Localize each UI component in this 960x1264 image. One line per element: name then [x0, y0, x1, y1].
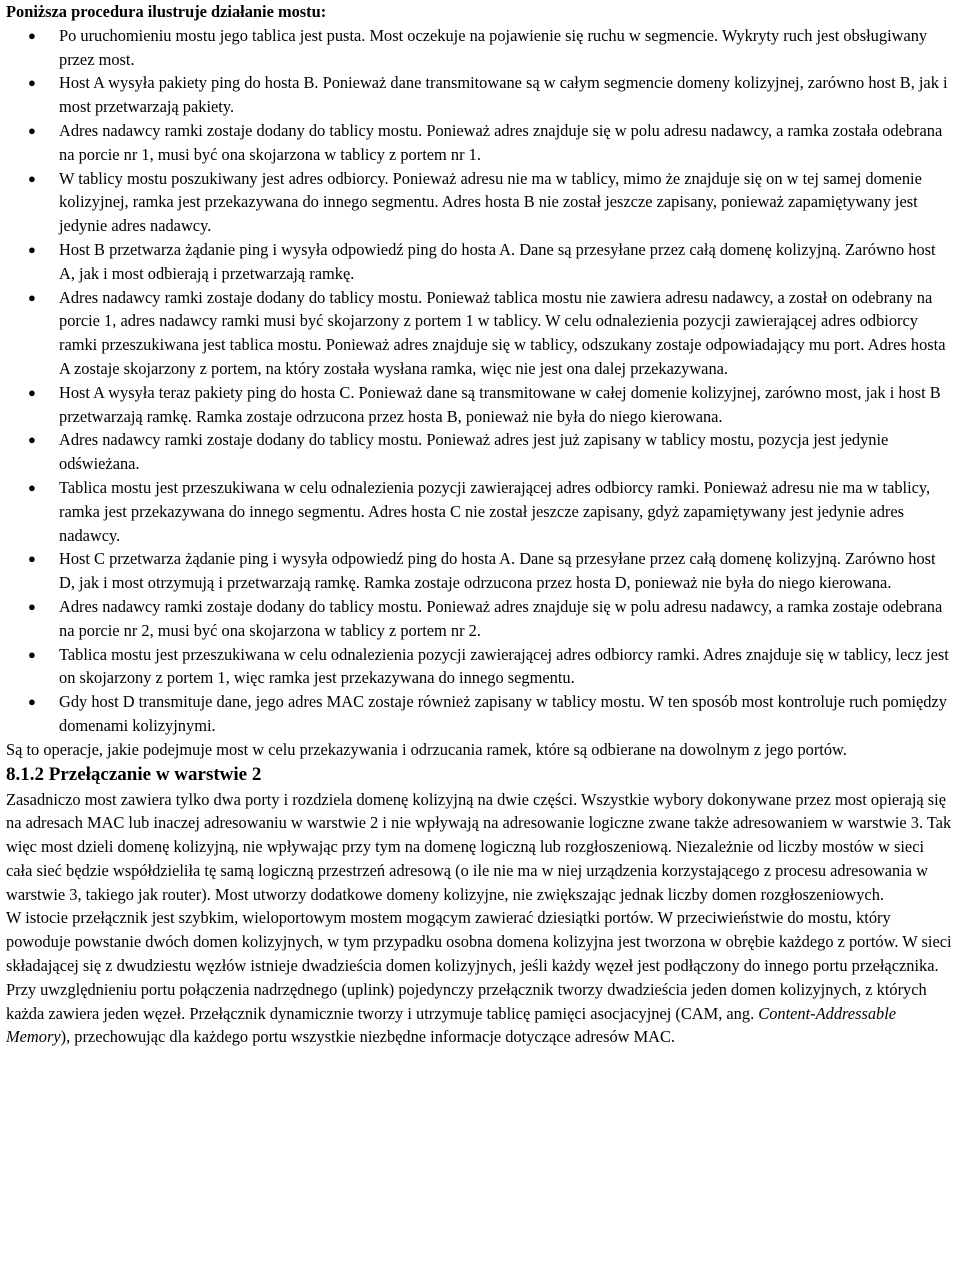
bullet-icon: ●	[28, 694, 36, 710]
step-text: Adres nadawcy ramki zostaje dodany do tablicy mostu. Ponieważ adres znajduje się w polu adresu nadawcy, a ramka została odebrana na porcie nr 1, musi być ona skojarzona w tablicy z portem nr 1.	[59, 120, 943, 164]
bullet-icon: ●	[28, 646, 36, 662]
bullet-icon: ●	[28, 170, 36, 186]
step-text: Tablica mostu jest przeszukiwana w celu odnalezienia pozycji zawierającej adres odbiorcy ramki. Adres znajduje się w tablicy, lecz jest on skojarzony z portem 1, więc ramka jest przekazywana do innego segmentu.	[59, 644, 949, 688]
list-item	[28, 428, 954, 476]
paragraph-2-text-start: W istocie przełącznik jest szybkim, wieloportowym mostem mogącym zawierać dziesiątki portów. W przeciwieństwie do mostu, który powoduje powstanie dwóch domen kolizyjnych, w tym przypadku osobna domena kolizyjna jest tworzona w obrębie każdego z portów. W sieci składającej się z dwudziestu węzłów istnieje dwadzieścia domen kolizyjnych, jeśli każdy węzeł jest podłączony do innego portu przełącznika. Przy uwzględnieniu portu połączenia nadrzędnego (uplink) pojedynczy przełącznik tworzy dwadzieścia jeden domen kolizyjnych, z których każda zawiera jeden węzeł. Przełącznik dynamicznie tworzy i utrzymuje tablicę pamięci asocjacyjnej (CAM, ang.	[6, 908, 952, 1023]
step-text: Host B przetwarza żądanie ping i wysyła odpowiedź ping do hosta A. Dane są przesyłane przez całą domenę kolizyjną. Zarówno host A, jak i most odbierają i przetwarzają ramkę.	[59, 239, 936, 283]
bullet-icon: ●	[28, 551, 36, 567]
list-item	[28, 643, 954, 691]
list-item	[28, 381, 954, 429]
step-text: Host A wysyła pakiety ping do hosta B. Ponieważ dane transmitowane są w całym segmencie domeny kolizyjnej, zarówno host B, jak i most przetwarzają pakiety.	[59, 73, 948, 117]
summary-paragraph: Są to operacje, jakie podejmuje most w celu przekazywania i odrzucania ramek, które są odbierane na dowolnym z jego portów.	[6, 739, 847, 759]
step-text: Adres nadawcy ramki zostaje dodany do tablicy mostu. Ponieważ adres znajduje się w polu adresu nadawcy, a ramka zostaje odebrana na porcie nr 2, musi być ona skojarzona w tablicy z portem nr 2.	[59, 596, 943, 640]
list-item	[28, 119, 954, 167]
list-item	[28, 690, 954, 738]
list-item	[28, 167, 954, 238]
body-paragraph-2	[6, 906, 954, 1049]
paragraph-2-italic-term: Content-Addressable Memory	[6, 1003, 897, 1047]
bullet-icon: ●	[28, 432, 36, 448]
step-text: Host A wysyła teraz pakiety ping do hosta C. Ponieważ dane są transmitowane w całej domenie kolizyjnej, zarówno most, jak i host B przetwarzają ramkę. Ramka zostaje odrzucona przez hosta B, ponieważ nie była do niego kierowana.	[59, 382, 941, 426]
bullet-icon: ●	[28, 479, 36, 495]
step-text: Host C przetwarza żądanie ping i wysyła odpowiedź ping do hosta A. Dane są przesyłane przez całą domenę kolizyjną. Zarówno host D, jak i most otrzymują i przetwarzają ramkę. Ramka zostaje odrzucona przez hosta D, ponieważ nie była do niego kierowana.	[59, 549, 936, 593]
bullet-icon: ●	[28, 241, 36, 257]
step-text: W tablicy mostu poszukiwany jest adres odbiorcy. Ponieważ adresu nie ma w tablicy, mimo że znajduje się on w tej samej domenie kolizyjnej, ramka jest przekazywana do innego segmentu. Adres hosta B nie został jeszcze zapisany, ponieważ zapamiętywany jest jedynie adres nadawcy.	[59, 168, 922, 236]
bullet-icon: ●	[28, 289, 36, 305]
procedure-steps-list	[6, 24, 954, 738]
step-text: Adres nadawcy ramki zostaje dodany do tablicy mostu. Ponieważ tablica mostu nie zawiera adresu nadawcy, a został on odebrany na porcie 1, adres nadawcy ramki musi być skojarzony z portem 1 w tablicy. W celu odnalezienia pozycji zawierającej adres odbiorcy ramki przeszukiwana jest tablica mostu. Ponieważ adres znajduje się w tablicy, odszukany zostaje odpowiadający mu port. Adres hosta A zostaje skojarzony z portem, na który została wysłana ramka, więc nie jest ona dalej przekazywana.	[59, 287, 946, 378]
list-item	[28, 286, 954, 381]
bullet-icon: ●	[28, 75, 36, 91]
section-heading: 8.1.2 Przełączanie w warstwie 2	[6, 763, 262, 785]
body-paragraph-1: Zasadniczo most zawiera tylko dwa porty i rozdziela domenę kolizyjną na dwie części. Wszystkie wybory dokonywane przez most opierają się na adresach MAC lub inaczej adresowaniu w warstwie 2 i nie wpływają na adresowanie logiczne zwane także adresowaniem w warstwie 3. Tak więc most dzieli domenę kolizyjną, nie wpływając przy tym na domenę logiczną lub rozgłoszeniową. Niezależnie od liczby mostów w sieci cała sieć będzie współdzieliła tę samą logiczną przestrzeń adresową (o ile nie ma w niej urządzenia korzystającego z procesu adresowania w warstwie 3, takiego jak router). Most utworzy dodatkowe domeny kolizyjne, nie zwiększając jednak liczby domen rozgłoszeniowych.	[6, 789, 952, 904]
paragraph-2-text-end: ), przechowując dla każdego portu wszystkie niezbędne informacje dotyczące adresów MAC.	[60, 1027, 676, 1047]
intro-heading: Poniższa procedura ilustruje działanie mostu:	[6, 2, 327, 21]
step-text: Gdy host D transmituje dane, jego adres MAC zostaje również zapisany w tablicy mostu. W ten sposób most kontroluje ruch pomiędzy domenami kolizyjnymi.	[59, 692, 947, 735]
bullet-icon: ●	[28, 598, 36, 614]
list-item	[28, 595, 954, 643]
step-text: Po uruchomieniu mostu jego tablica jest pusta. Most oczekuje na pojawienie się ruchu w segmencie. Wykryty ruch jest obsługiwany przez most.	[59, 25, 928, 69]
list-item	[28, 238, 954, 286]
step-text: Adres nadawcy ramki zostaje dodany do tablicy mostu. Ponieważ adres jest już zapisany w tablicy mostu, pozycja jest jedynie odświeżana.	[59, 430, 889, 474]
bullet-icon: ●	[28, 384, 36, 400]
list-item	[28, 547, 954, 595]
list-item	[28, 71, 954, 119]
list-item	[28, 24, 954, 72]
step-text: Tablica mostu jest przeszukiwana w celu odnalezienia pozycji zawierającej adres odbiorcy ramki. Ponieważ adresu nie ma w tablicy, ramka jest przekazywana do innego segmentu. Adres hosta C nie został jeszcze zapisany, gdyż zapamiętywany jest jedynie adres nadawcy.	[59, 477, 931, 545]
bullet-icon: ●	[28, 27, 36, 43]
bullet-icon: ●	[28, 122, 36, 138]
list-item	[28, 476, 954, 547]
